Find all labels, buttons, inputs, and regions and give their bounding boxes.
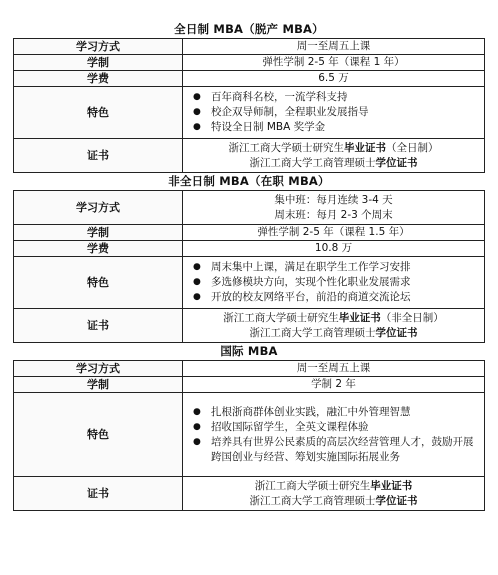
section-title-parttime: 非全日制 MBA（在职 MBA） [168, 174, 330, 188]
feature-text: 百年商科名校，一流学科支持 [211, 91, 348, 103]
label-duration: 学制 [14, 377, 183, 393]
value-duration: 弹性学制 2-5 年（课程 1.5 年） [183, 225, 485, 241]
table-international [13, 360, 485, 511]
section-title-international: 国际 MBA [220, 344, 278, 358]
value-fee: 10.8 万 [183, 241, 485, 257]
bullet-icon: ● [193, 92, 201, 102]
feature-item [193, 290, 480, 305]
value-study-mode [183, 361, 485, 377]
bullet-icon: ● [193, 277, 201, 287]
label-study-mode: 学习方式 [14, 39, 183, 55]
bullet-icon: ● [193, 421, 201, 432]
label-certificate: 证书 [14, 309, 183, 343]
feature-item [193, 105, 480, 120]
value-duration: 学制 2 年 [183, 377, 485, 393]
label-duration: 学制 [14, 225, 183, 241]
value-certificate [183, 309, 485, 343]
feature-item [193, 260, 480, 275]
value-features [183, 87, 485, 139]
value-study-mode [183, 39, 485, 55]
label-duration: 学制 [14, 55, 183, 71]
mba-programs-document [0, 21, 498, 575]
feature-item [193, 435, 480, 465]
feature-item [193, 405, 480, 420]
bullet-icon: ● [193, 406, 201, 417]
label-fee: 学费 [14, 71, 183, 87]
certificate-line: 浙江工商大学工商管理硕士学位证书 [249, 326, 418, 339]
feature-text: 特设全日制 MBA 奖学金 [211, 121, 326, 133]
table-fulltime [13, 38, 485, 173]
study-mode-line: 周一至周五上课 [296, 40, 371, 52]
value-duration: 弹性学制 2-5 年（课程 1 年） [183, 55, 485, 71]
label-study-mode: 学习方式 [14, 361, 183, 377]
label-certificate: 证书 [14, 477, 183, 511]
label-certificate: 证书 [14, 139, 183, 173]
feature-item [193, 120, 480, 135]
study-mode-line: 周一至周五上课 [296, 362, 371, 374]
table-parttime [13, 190, 485, 343]
certificate-line: 浙江工商大学工商管理硕士学位证书 [249, 156, 418, 169]
feature-text: 多选修模块方向，实现个性化职业发展需求 [211, 276, 411, 288]
label-features: 特色 [14, 257, 183, 309]
feature-item [193, 90, 480, 105]
certificate-line: 浙江工商大学硕士研究生毕业证书 [254, 479, 413, 492]
label-features: 特色 [14, 393, 183, 477]
section-title-fulltime: 全日制 MBA（脱产 MBA） [174, 22, 324, 36]
bullet-icon: ● [193, 436, 201, 447]
value-study-mode [183, 191, 485, 225]
label-fee: 学费 [14, 241, 183, 257]
bullet-icon: ● [193, 292, 201, 302]
value-certificate [183, 139, 485, 173]
label-study-mode: 学习方式 [14, 191, 183, 225]
label-features: 特色 [14, 87, 183, 139]
study-mode-line: 周末班：每月 2-3 个周末 [274, 208, 393, 221]
feature-item [193, 420, 480, 435]
value-features [183, 257, 485, 309]
feature-item [193, 275, 480, 290]
bullet-icon: ● [193, 122, 201, 132]
feature-text: 开放的校友网络平台，前沿的商道交流论坛 [211, 291, 411, 303]
feature-text: 培养具有世界公民素质的高层次经营管理人才，鼓励开展跨国创业与经营、筹划实施国际拓展业务 [211, 435, 474, 463]
certificate-line: 浙江工商大学硕士研究生毕业证书（非全日制） [223, 311, 444, 324]
bullet-icon: ● [193, 107, 201, 117]
feature-text: 招收国际留学生，全英文课程体验 [211, 420, 369, 433]
bullet-icon: ● [193, 262, 201, 272]
certificate-line: 浙江工商大学工商管理硕士学位证书 [249, 494, 418, 507]
value-features [183, 393, 485, 477]
certificate-line: 浙江工商大学硕士研究生毕业证书（全日制） [228, 141, 439, 154]
feature-text: 周末集中上课，满足在职学生工作学习安排 [211, 261, 411, 273]
value-certificate [183, 477, 485, 511]
study-mode-line: 集中班：每月连续 3-4 天 [274, 193, 393, 206]
feature-text: 校企双导师制，全程职业发展指导 [211, 106, 369, 118]
value-fee: 6.5 万 [183, 71, 485, 87]
feature-text: 扎根浙商群体创业实践，融汇中外管理智慧 [211, 405, 411, 418]
